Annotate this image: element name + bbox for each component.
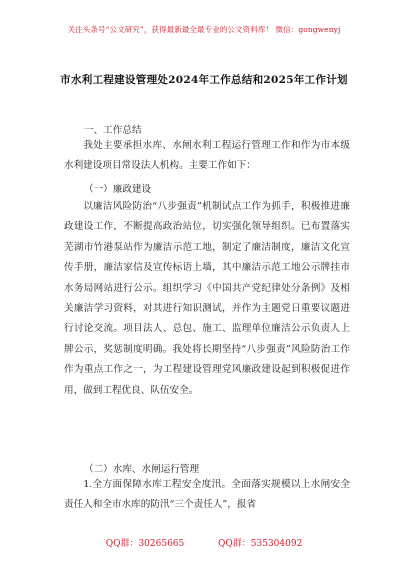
header-banner: 关注头条号“公文研究”，获得最新最全最专业的公文资料库！ 微信：gongwenyj bbox=[67, 25, 341, 34]
integrity-paragraph: 以廉洁风险防治“八步强责”机制试点工作为抓手，积极推进廉政建设工作，不断提高政治站位，切实强化领导组织。已布置落实芜湖市竹港泵站作为廉洁示范工地，制定了廉洁制度，廉洁文化宣传手册，廉洁家信及宣传标语上墙，其中廉洁示范工地公示牌挂市水务局网站进行公示。组织学习《中国共产党纪律处分条例》及相关廉洁学习资料，对其进行知识测试，并作为主题党日重要议题进行讨论交流。项目法人、总包、施工、监理单位廉洁公示负责人上牌公示，奖惩制度明确。我处将长期坚持“八步强责”风险防治工作作为重点工作之一，为工程建设管理党风廉政建设起到积极促进作用，做到工程优良、队伍安全。 bbox=[64, 201, 350, 396]
intro-paragraph: 我处主要承担水库、水闸水利工程运行管理工作和作为市本级水利建设项目常设法人机构。主要工作如下： bbox=[64, 140, 350, 172]
qq-group-2: QQ群：535304092 bbox=[218, 539, 303, 549]
qq-group-1: QQ群：30265665 bbox=[105, 539, 185, 549]
subsection-heading-integrity: （一）廉政建设 bbox=[84, 184, 152, 195]
document-title: 市水利工程建设管理处2024年工作总结和2025年工作计划 bbox=[60, 74, 348, 86]
section-heading-summary: 一、工作总结 bbox=[84, 125, 142, 136]
footer-contact bbox=[0, 536, 408, 549]
reservoir-paragraph: 1.全方面保障水库工程安全度汛。全面落实规模以上水闸安全责任人和全市水库的防汛“三个责任人”，报省 bbox=[64, 479, 350, 511]
subsection-heading-reservoir: （二）水库、水闸运行管理 bbox=[84, 464, 200, 475]
